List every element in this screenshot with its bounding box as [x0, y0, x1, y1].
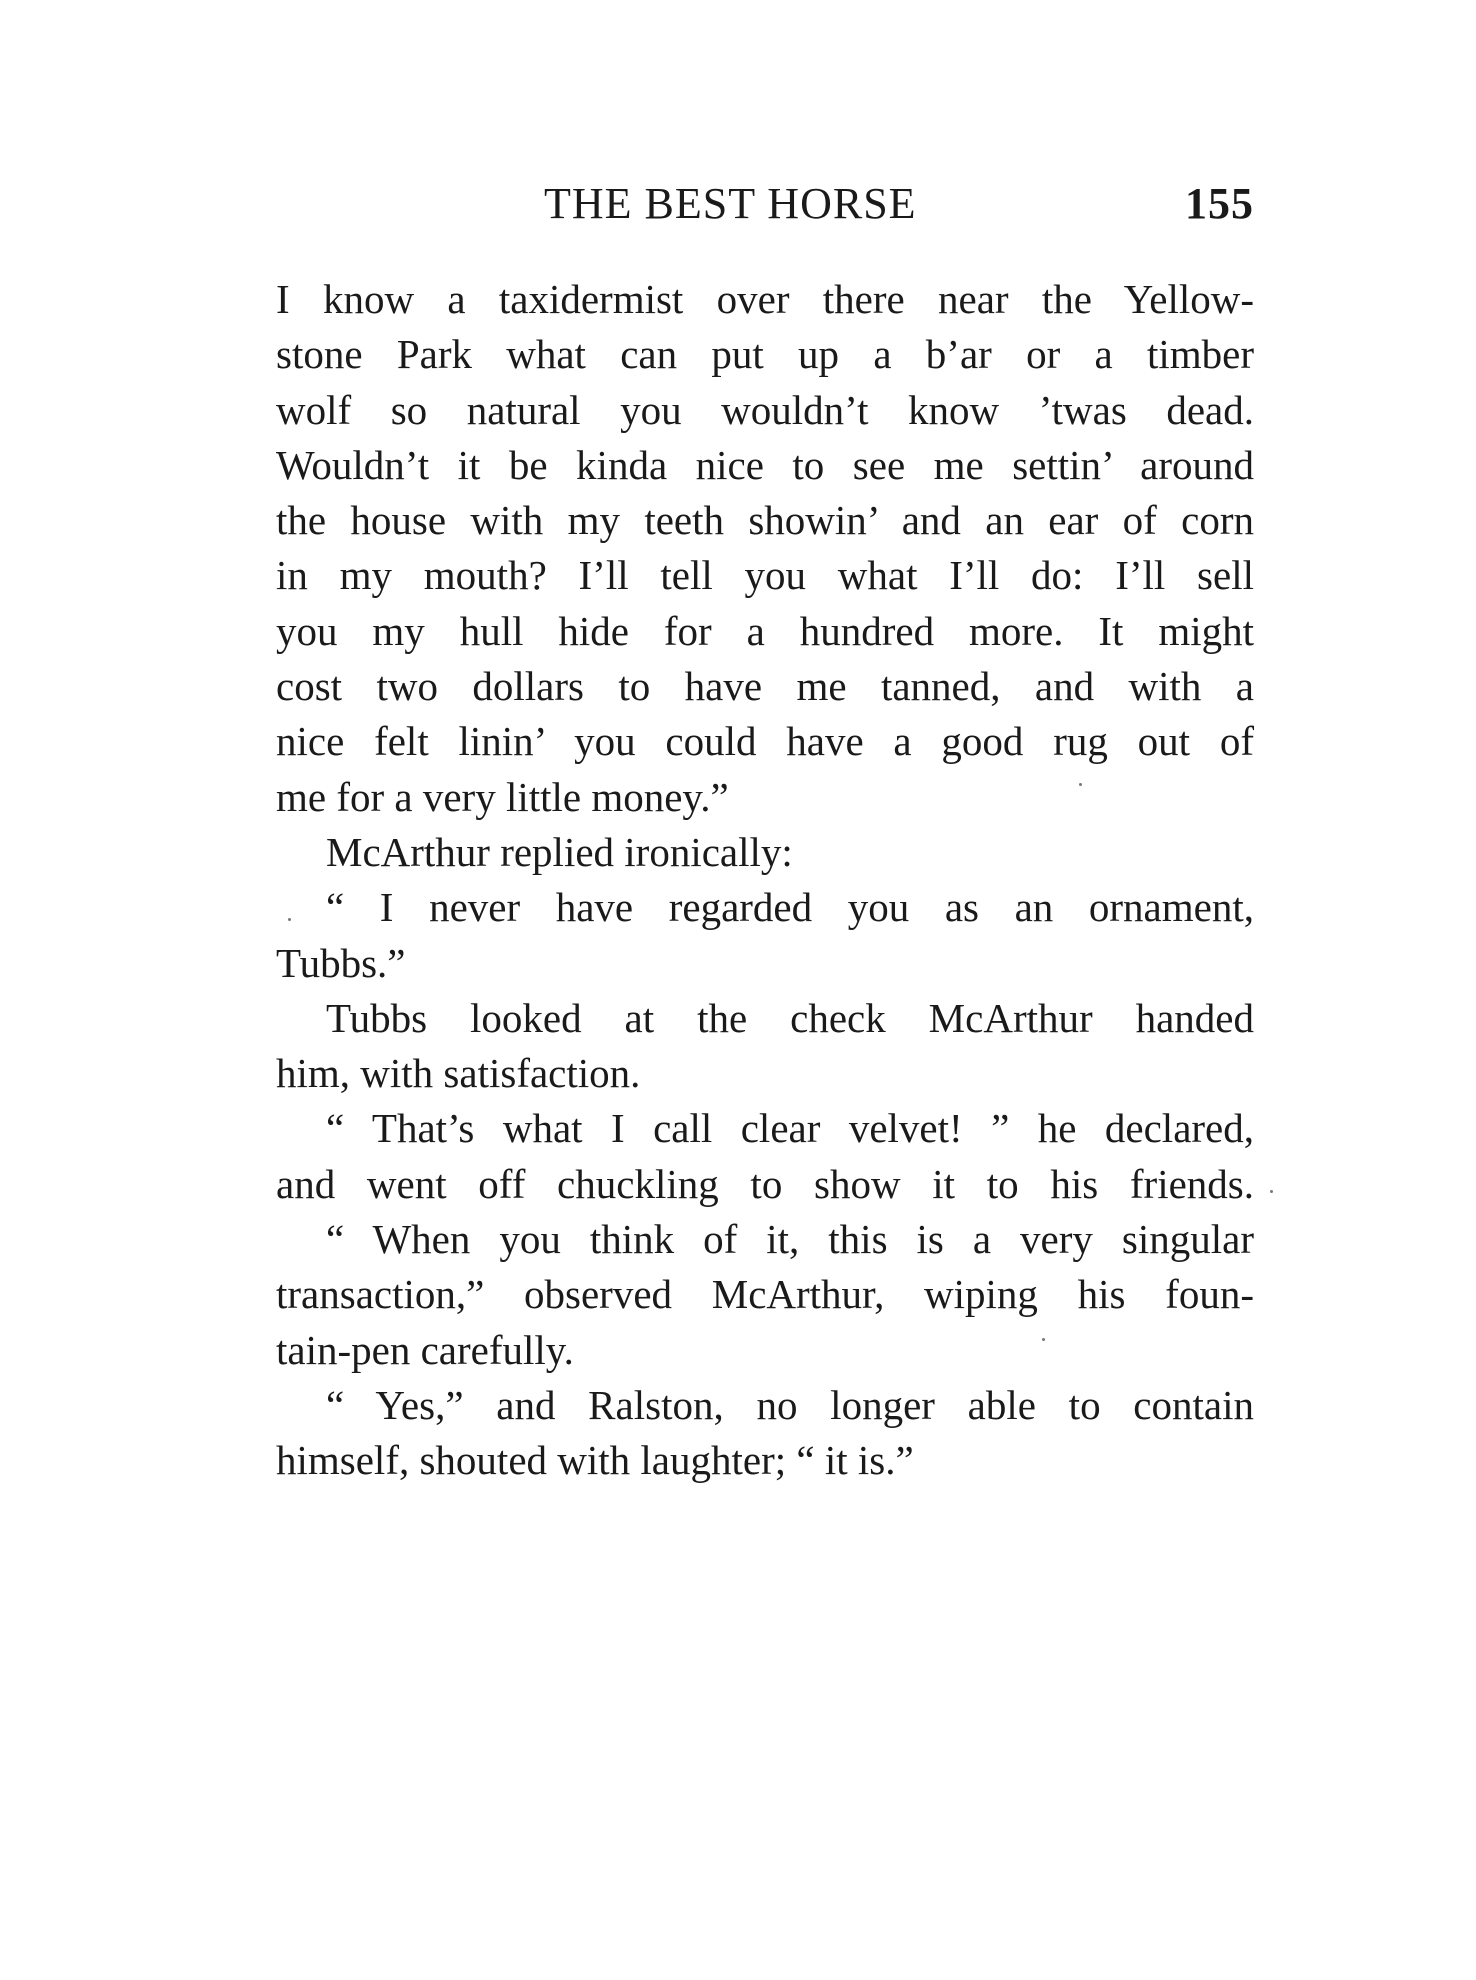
text-line: “ That’s what I call clear velvet! ” he declared,: [326, 1105, 1254, 1152]
running-head-title: THE BEST HORSE: [544, 179, 917, 228]
text-line: I know a taxidermist over there near the Yellow-: [276, 276, 1254, 322]
text-line: Tubbs.”: [276, 939, 406, 986]
scan-speck: [1079, 783, 1082, 786]
text-line: and went off chuckling to show it to his friends.: [276, 1160, 1254, 1207]
body-text: [276, 272, 1254, 1489]
text-line: stone Park what can put up a b’ar or a timber: [276, 331, 1254, 378]
text-line: himself, shouted with laughter; “ it is.”: [276, 1437, 914, 1484]
text-line: wolf so natural you wouldn’t know ’twas dead.: [276, 386, 1254, 433]
text-line: you my hull hide for a hundred more. It might: [276, 607, 1254, 654]
scan-speck: [288, 918, 291, 921]
text-line: nice felt linin’ you could have a good rug out of: [276, 718, 1254, 765]
text-line: “ When you think of it, this is a very singular: [326, 1216, 1254, 1263]
text-line: McArthur replied ironically:: [326, 828, 793, 875]
page-number: 155: [1185, 179, 1254, 228]
text-line: cost two dollars to have me tanned, and with a: [276, 663, 1254, 710]
text-line: “ I never have regarded you as an ornament,: [326, 884, 1254, 931]
text-line: tain-pen carefully.: [276, 1326, 574, 1373]
text-line: Wouldn’t it be kinda nice to see me settin’ around: [276, 441, 1254, 488]
scan-speck: [1270, 1190, 1273, 1193]
text-line: in my mouth? I’ll tell you what I’ll do: I’ll sell: [276, 552, 1254, 599]
text-line: Tubbs looked at the check McArthur handed: [326, 994, 1254, 1041]
text-line: the house with my teeth showin’ and an ear of corn: [276, 497, 1254, 544]
text-line: me for a very little money.”: [276, 773, 729, 820]
scan-speck: [1042, 1338, 1045, 1341]
text-line: transaction,” observed McArthur, wiping his foun-: [276, 1271, 1254, 1318]
text-line: “ Yes,” and Ralston, no longer able to contain: [326, 1381, 1254, 1428]
running-head: [276, 178, 1254, 238]
text-line: him, with satisfaction.: [276, 1050, 641, 1097]
